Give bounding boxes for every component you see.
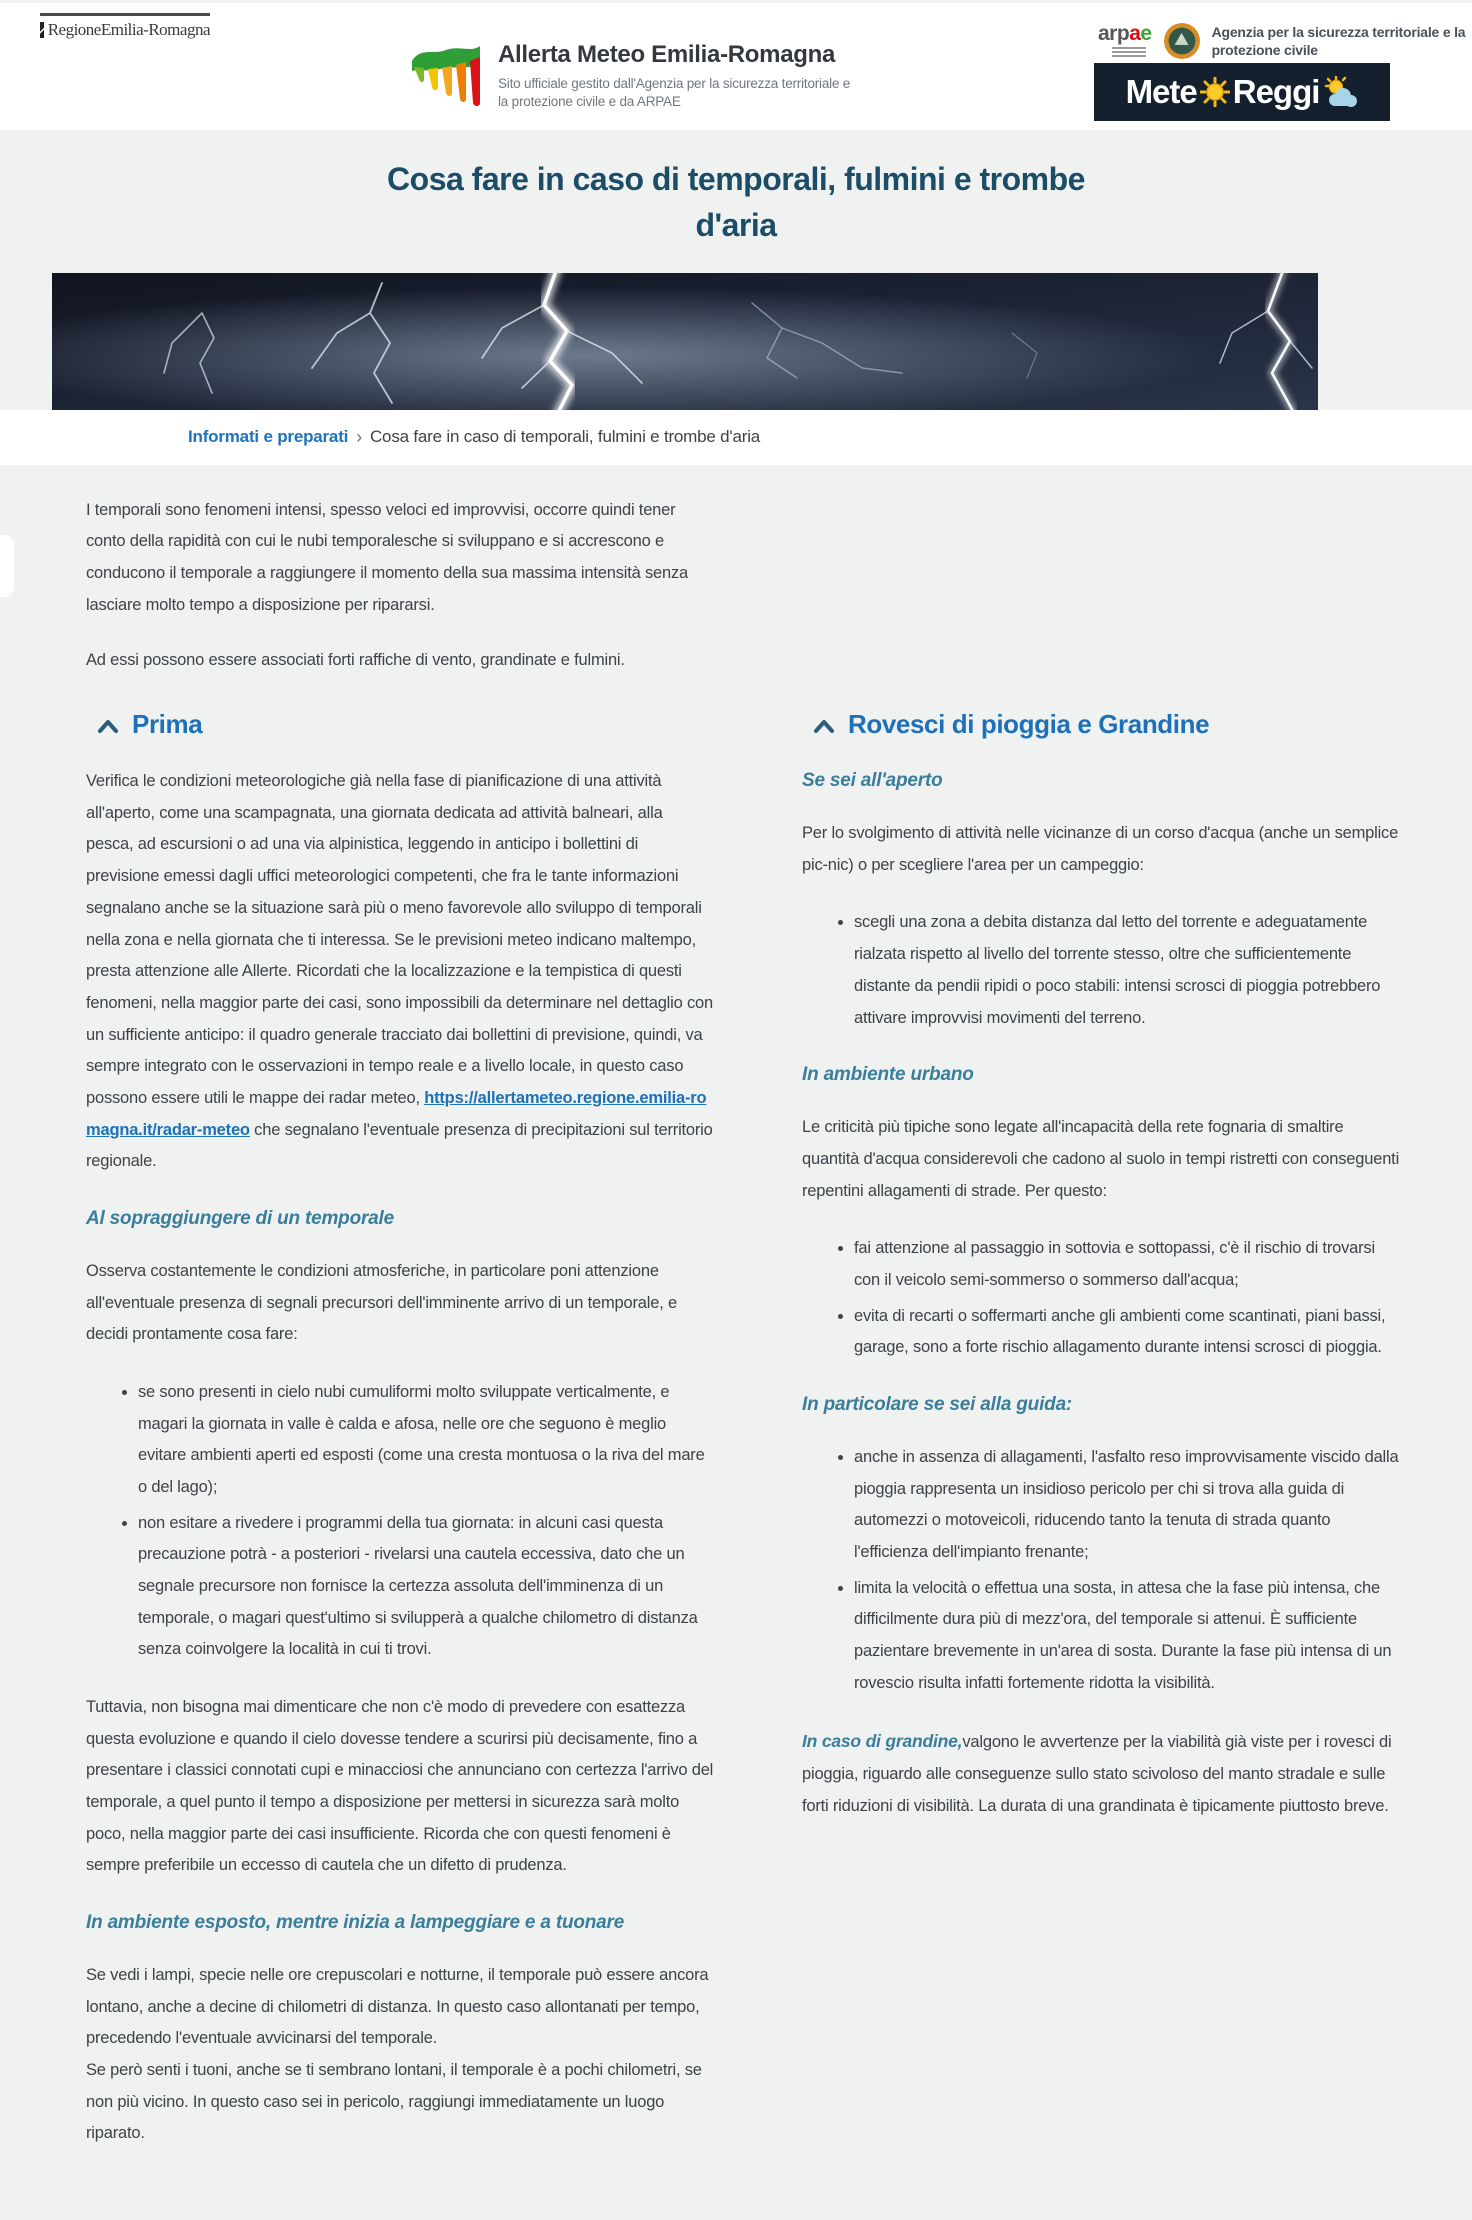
chevron-up-icon	[814, 719, 834, 733]
section-heading-rovesci-label: Rovesci di pioggia e Grandine	[848, 709, 1210, 740]
site-title: Allerta Meteo Emilia-Romagna	[498, 41, 836, 68]
paragraph-verifica: Verifica le condizioni meteorologiche già nella fase di pianificazione di una attività all'aperto, come una scampagnata, una giornata dedicata ad attività balneari, alla pesca, ad escursioni o ad una via alpinistica, leggendo in anticipo i bollettini di previsione emessi dagli uffici meteorologici competenti, che fra le tante informazioni segnalano anche se la situazione sarà più o meno favorevole allo sviluppo di temporali nella zona e nella giornata che ti interessa. Se le previsioni meteo indicano maltempo, presta attenzione alle Allerte. Ricordati che la localizzazione e la tempistica di questi fenomeni, nella maggior parte dei casi, sono impossibili da determinare nel dettaglio con un sufficiente anticipo: il quadro generale tracciato dai bollettini di previsione, quindi, va sempre integrato con le osservazioni in tempo reale e a livello locale, in questo caso possono essere utili le mappe dei radar meteo, https://allertameteo.regione.emilia-romagna.it/radar-meteo che segnalano l'eventuale presenza di precipitazioni sul territorio regionale.	[86, 772, 713, 1171]
meteo-reggio-banner[interactable]	[1094, 63, 1390, 121]
subheading-urbano: In ambiente urbano	[802, 1064, 974, 1086]
region-emilia-romagna-logo[interactable]	[40, 13, 210, 40]
region-logo-text: RegioneEmilia-Romagna	[47, 20, 210, 39]
breadcrumb-current: Cosa fare in caso di temporali, fulmini e trombe d'aria	[369, 427, 761, 447]
subheading-aperto: Se sei all'aperto	[802, 770, 943, 792]
chevron-up-icon	[98, 719, 118, 733]
breadcrumb	[0, 410, 1472, 465]
main-content	[0, 465, 1472, 2220]
list-item: • limita la velocità o effettua una sosta, in attesa che la fase più intensa, che difficilmente dura più di mezz'ora, del temporale si attenui. È sufficiente pazientare brevemente in un'area di sosta. Durante la fase più intensa di un rovescio risulta infatti fortemente ridotta la visibilità.	[854, 1573, 1402, 1700]
intro-block	[86, 495, 714, 677]
paragraph-osserva: Osserva costantemente le condizioni atmosferiche, in particolare poni attenzione all'eventuale presenza di segnali precursori dell'imminente arrivo di un temporale, e decidi prontamente cosa fare:	[86, 1261, 677, 1344]
allerta-meteo-brand[interactable]	[410, 41, 863, 111]
breadcrumb-link-informati[interactable]: Informati e preparati	[188, 427, 349, 447]
subheading-guida: In particolare se sei alla guida:	[802, 1393, 1073, 1415]
section-heading-prima-label: Prima	[132, 709, 203, 740]
meteo-banner-text-1: Mete	[1125, 73, 1197, 110]
section-rovesci	[802, 701, 1402, 2174]
section-heading-rovesci[interactable]	[814, 709, 1402, 740]
paragraph-lampi: Se vedi i lampi, specie nelle ore crepuscolari e notturne, il temporale può essere ancora lontano, anche a decine di chilometri di distanza. In questo caso allontanati per tempo, precedendo l'eventuale avvicinarsi del temporale. Se però senti i tuoni, anche se ti sembrano lontani, il temporale è a pochi chilometri, se non più vicino. In questo caso sei in pericolo, raggiungi immediatamente un luogo riparato.	[86, 1965, 709, 2143]
paragraph-svolgimento: Per lo svolgimento di attività nelle vicinanze di un corso d'acqua (anche un semplice pic-nic) o per scegliere l'area per un campeggio:	[802, 824, 1399, 874]
arpae-logo[interactable]	[1098, 23, 1152, 59]
agency-name: Agenzia per la sicurezza territoriale e la protezione civile	[1211, 24, 1466, 59]
section-heading-prima[interactable]	[98, 709, 714, 740]
cloud-sun-icon	[1322, 76, 1358, 108]
intro-paragraph-1: I temporali sono fenomeni intensi, spesso veloci ed improvvisi, occorre quindi tener conto della rapidità con cui le nubi temporalesche si sviluppano e si accrescono e conducono il temporale a raggiungere il momento della sua massima intensità senza lasciare molto tempo a disposizione per ripararsi.	[86, 500, 688, 614]
list-item: • scegli una zona a debita distanza dal letto del torrente e adeguatamente rialzata rispetto al livello del torrente stesso, oltre che sufficientemente distante da pendii ripidi o poco stabili: intensi scrosci di pioggia potrebbero attivare improvvisi movimenti del terreno.	[854, 907, 1402, 1034]
site-subtitle: Sito ufficiale gestito dall'Agenzia per la sicurezza territoriale e la protezione civile e da ARPAE	[498, 76, 851, 110]
list-item: • non esitare a rivedere i programmi della tua giornata: in alcuni casi questa precauzione potrà - a posteriori - rivelarsi una cautela eccessiva, dato che un segnale precursore non fornisce la certezza assoluta dell'imminenza di un temporale, o magari quest'ultimo si svilupperà a qualche chilometro di distanza senza coinvolgere la località in cui ti trovi.	[138, 1508, 714, 1666]
region-flag-icon	[40, 22, 44, 38]
section-prima	[86, 701, 714, 2174]
radar-meteo-link[interactable]: https://allertameteo.regione.emilia-romagna.it/radar-meteo	[86, 1088, 707, 1139]
lightning-photo	[52, 273, 1318, 410]
urbano-bullet-list	[802, 1233, 1402, 1364]
paragraph-tuttavia: Tuttavia, non bisogna mai dimenticare che non c'è modo di prevedere con esattezza questa evoluzione e quando il cielo dovesse tendere a scurirsi più decisamente, fino a presentare i classici connotati cupi e minacciosi che annunciano con certezza l'arrivo del temporale, a quel punto il tempo a disposizione per mettersi in sicurezza sarà molto poco, nella maggior parte dei casi insufficiente. Ricorda che con questi fenomeni è sempre preferibile un eccesso di cautela che un difetto di prudenza.	[86, 1697, 714, 1875]
protezione-civile-icon	[1164, 23, 1200, 59]
subheading-ambiente-esposto: In ambiente esposto, mentre inizia a lampeggiare e a tuonare	[86, 1911, 625, 1933]
arpae-sub-lines	[1112, 47, 1146, 59]
breadcrumb-separator-icon: ›	[356, 426, 362, 447]
subheading-sopraggiungere: Al sopraggiungere di un temporale	[86, 1207, 394, 1229]
page-title: Cosa fare in caso di temporali, fulmini e trombe d'aria	[387, 161, 1085, 244]
site-header	[0, 0, 1472, 130]
prima-bullet-list	[86, 1377, 714, 1666]
allerta-meteo-logo-icon	[410, 41, 482, 107]
list-item: • se sono presenti in cielo nubi cumuliformi molto sviluppate verticalmente, e magari la giornata in valle è calda e afosa, nelle ore che seguono è meglio evitare ambienti aperti ed esposti (come una cresta montuosa o la riva del mare o del lago);	[138, 1377, 714, 1504]
share-tab[interactable]	[0, 535, 14, 597]
list-item: • evita di recarti o soffermarti anche gli ambienti come scantinati, piani bassi, garage, sono a forte rischio allagamento durante intensi scrosci di pioggia.	[854, 1301, 1402, 1364]
paragraph-grandine: In caso di grandine,valgono le avvertenze per la viabilità già viste per i rovesci di pioggia, riguardo alle conseguenze sullo stato scivoloso del manto stradale e sulle forti riduzioni di visibilità. La durata di una grandinata è tipicamente piuttosto breve.	[802, 1731, 1392, 1815]
guida-bullet-list	[802, 1442, 1402, 1699]
sun-icon	[1200, 77, 1230, 107]
grandine-lead: In caso di grandine,	[802, 1731, 963, 1752]
paragraph-criticita: Le criticità più tipiche sono legate all'incapacità della rete fognaria di smaltire quantità d'acqua considerevoli che cadono al suolo in tempi ristretti con conseguenti repentini allagamenti di strade. Per questo:	[802, 1118, 1400, 1200]
meteo-banner-text-2: Reggi	[1232, 73, 1320, 110]
hero-section	[0, 130, 1472, 410]
list-item: • fai attenzione al passaggio in sottovia e sottopassi, c'è il rischio di trovarsi con il veicolo semi-sommerso o sommerso dall'acqua;	[854, 1233, 1402, 1296]
intro-paragraph-2: Ad essi possono essere associati forti raffiche di vento, grandinate e fulmini.	[86, 651, 625, 670]
lightning-illustration	[52, 273, 1318, 410]
agency-block	[1098, 23, 1472, 59]
list-item: • anche in assenza di allagamenti, l'asfalto reso improvvisamente viscido dalla pioggia rappresenta un insidioso pericolo per chi si trova alla guida di automezzi o motoveicoli, riducendo tanto la tenuta di strada quanto l'efficienza dell'impianto frenante;	[854, 1442, 1402, 1569]
aperto-bullet-list	[802, 907, 1402, 1034]
arpae-wordmark: arpae	[1098, 22, 1152, 45]
